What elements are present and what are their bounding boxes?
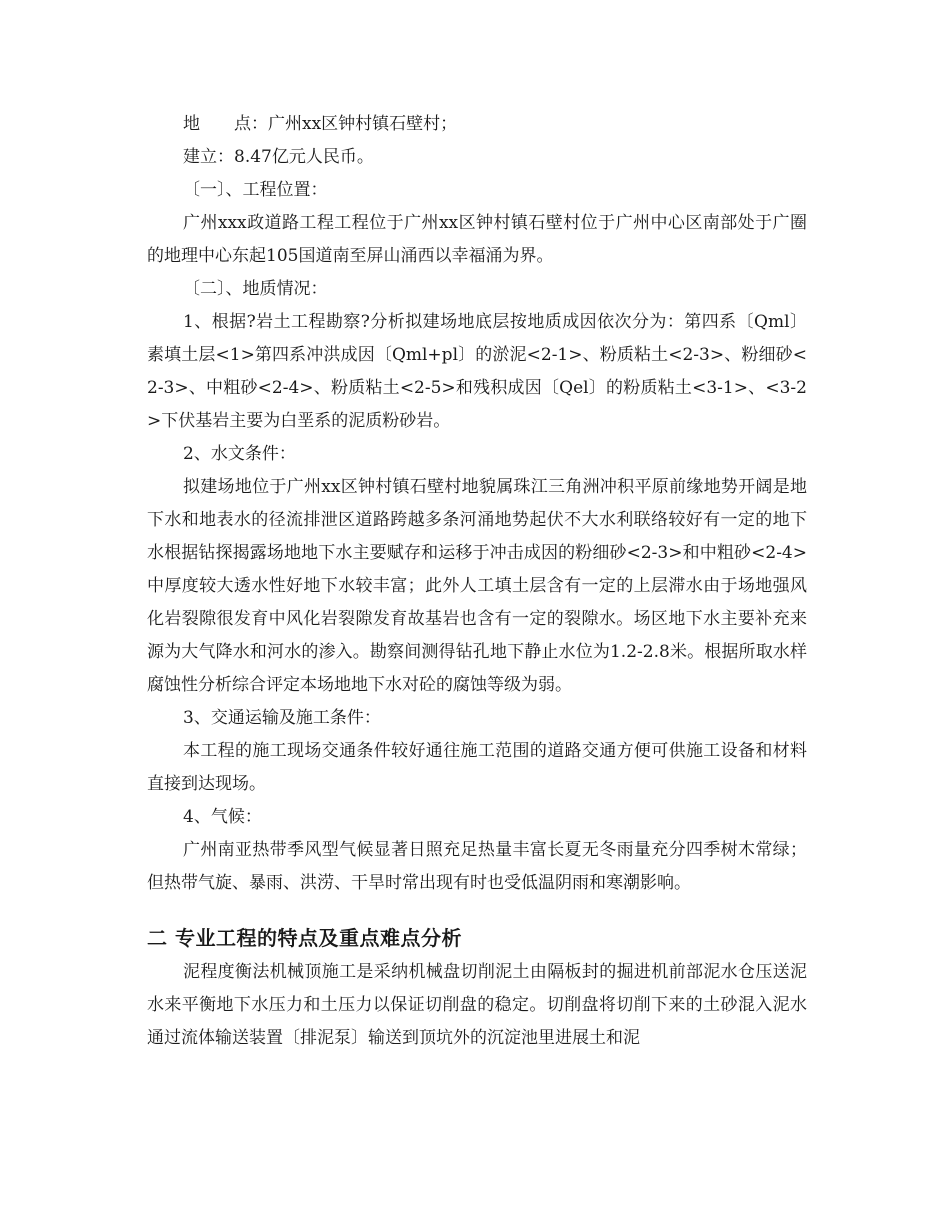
geology-paragraph: 1、根据?岩土工程勘察?分析拟建场地底层按地质成因依次分为：第四系〔Qml〕素填土层<1>第四系冲洪成因〔Qml+pl〕的淤泥<2-1>、粉质粘土<2-3>、粉细砂<2-3>、中粗砂<2-4>、粉质粘土<2-5>和残积成因〔Qel〕的粉质粘土<3-1>、<3-2>下伏基岩主要为白垩系的泥质粉砂岩。 [147, 312, 807, 431]
subheading-hydrology: 2、水文条件： [183, 444, 296, 464]
subheading-project-location: 〔一〕、工程位置： [183, 180, 328, 200]
section-paragraph: 泥程度衡法机械顶施工是采纳机械盘切削泥土由隔板封的掘进机前部泥水仓压送泥水来平衡地下水压力和土压力以保证切削盘的稳定。切削盘将切削下来的土砂混入泥水通过流体输送装置〔排泥泵〕输送到顶坑外的沉淀池里进展土和泥 [147, 962, 807, 1048]
hydrology-paragraph: 拟建场地位于广州xx区钟村镇石壁村地貌属珠江三角洲冲积平原前缘地势开阔是地下水和地表水的径流排泄区道路跨越多条河涌地势起伏不大水利联络较好有一定的地下水根据钻探揭露场地地下水主要赋存和运移于冲击成因的粉细砂<2-3>和中粗砂<2-4>中厚度较大透水性好地下水较丰富；此外人工填土层含有一定的上层滞水由于场地强风化岩裂隙很发育中风化岩裂隙发育故基岩也含有一定的裂隙水。场区地下水主要补充来源为大气降水和河水的渗入。勘察间测得钻孔地下静止水位为1.2-2.8米。根据所取水样腐蚀性分析综合评定本场地地下水对砼的腐蚀等级为弱。 [147, 477, 807, 695]
transport-paragraph: 本工程的施工现场交通条件较好通往施工范围的道路交通方便可供施工设备和材料直接到达现场。 [147, 741, 807, 794]
climate-paragraph: 广州南亚热带季风型气候显著日照充足热量丰富长夏无冬雨量充分四季树木常绿；但热带气旋、暴雨、洪涝、干旱时常出现有时也受低温阴雨和寒潮影响。 [147, 840, 807, 893]
subheading-geology: 〔二〕、地质情况： [183, 279, 328, 299]
document-body [147, 108, 807, 1055]
location-line: 地 点：广州xx区钟村镇石壁村； [183, 114, 458, 134]
subheading-climate: 4、气候： [183, 807, 262, 827]
subheading-transport: 3、交通运输及施工条件： [183, 708, 381, 728]
section-heading: 二 专业工程的特点及重点难点分析 [147, 926, 462, 950]
project-location-paragraph: 广州xxx政道路工程工程位于广州xx区钟村镇石壁村位于广州中心区南部处于广圈的地理中心东起105国道南至屏山涌西以幸福涌为界。 [147, 213, 807, 266]
investment-line: 建立：8.47亿元人民币。 [183, 147, 374, 167]
